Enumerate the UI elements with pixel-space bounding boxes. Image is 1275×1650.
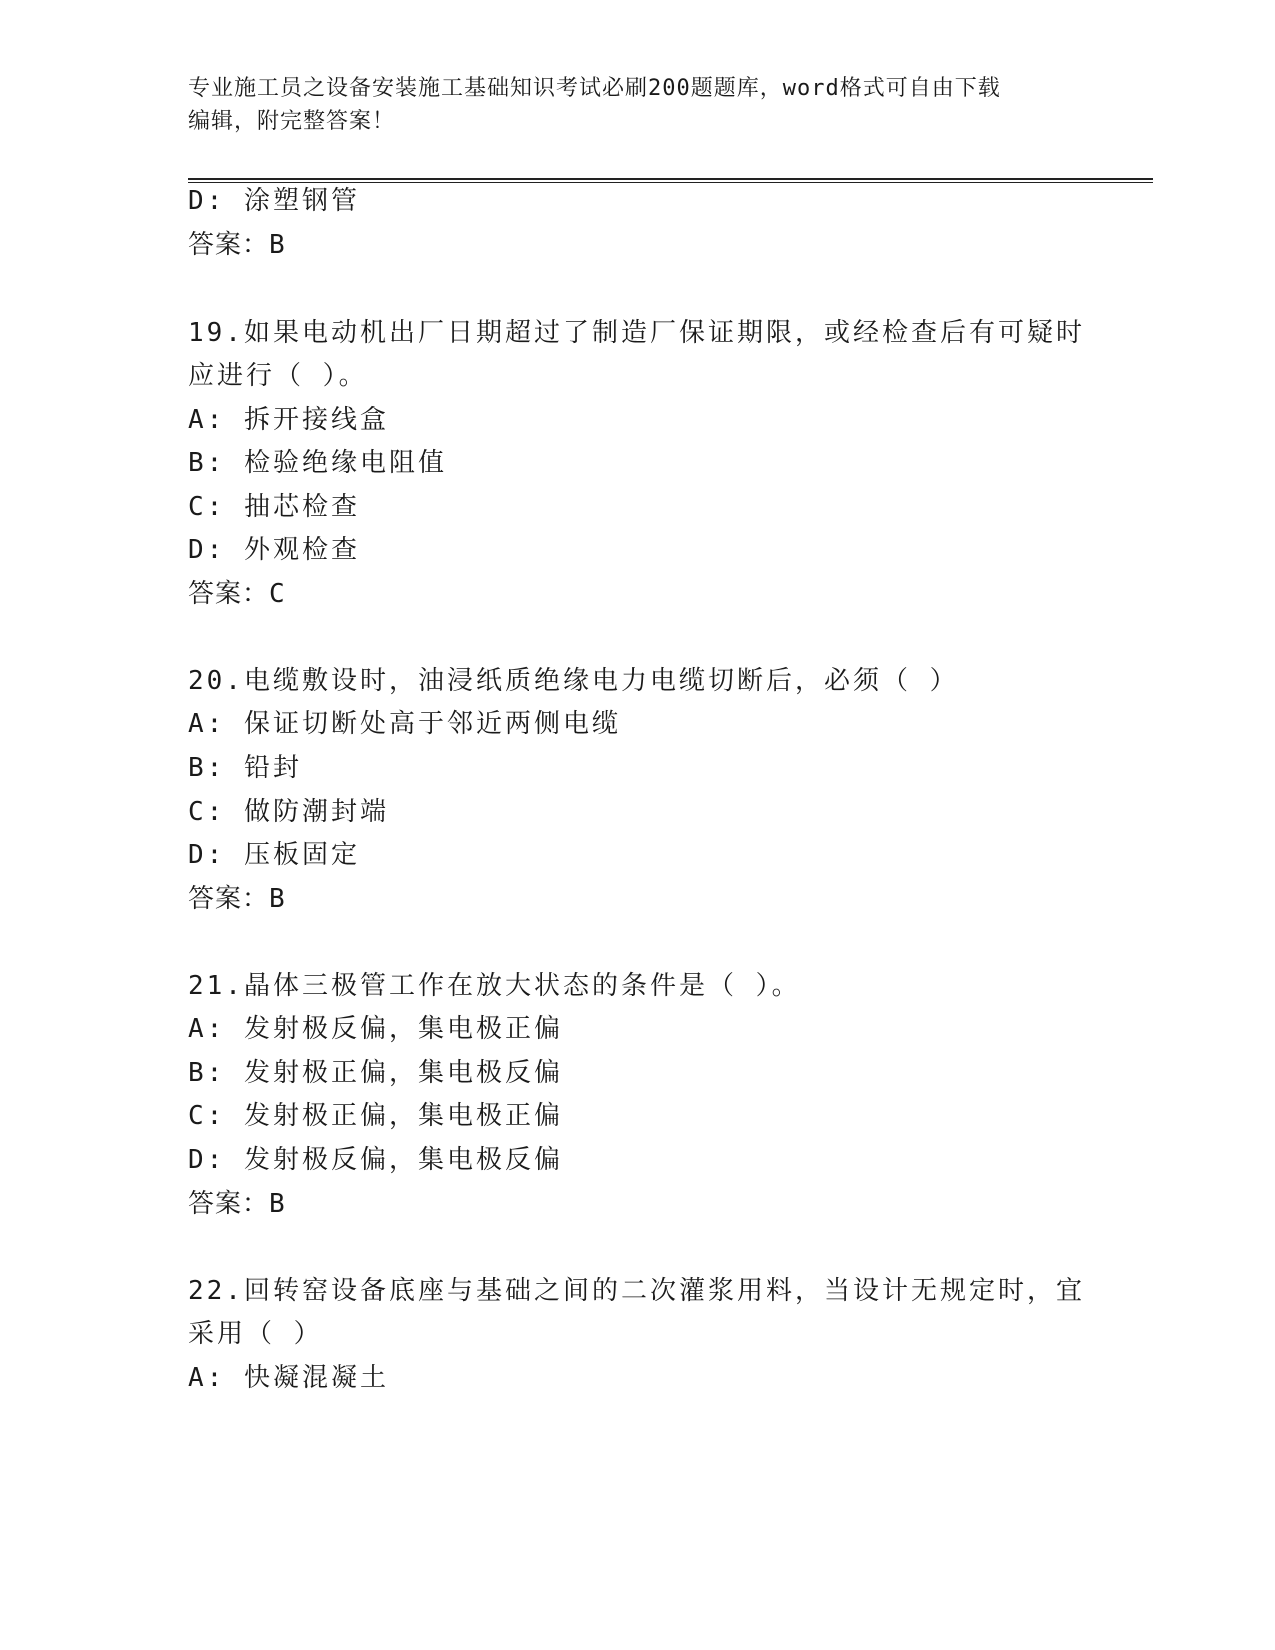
prev-question-option-d: D: 涂塑钢管 <box>188 186 360 216</box>
question-19-option-c: C: 抽芯检查 <box>188 492 360 522</box>
question-20-option-d: D: 压板固定 <box>188 840 360 870</box>
question-21-stem-line1: 21.晶体三极管工作在放大状态的条件是（ ）。 <box>188 971 801 1001</box>
question-20-answer <box>188 884 286 914</box>
question-22-option-a: A: 快凝混凝土 <box>188 1363 389 1393</box>
question-19-stem-line2: 应进行（ ）。 <box>188 361 368 391</box>
question-21-option-b: B: 发射极正偏，集电极反偏 <box>188 1058 563 1088</box>
answer-value: B <box>269 1189 286 1219</box>
question-19-answer <box>188 579 286 609</box>
answer-value: C <box>269 579 286 609</box>
question-19-stem-line1: 19.如果电动机出厂日期超过了制造厂保证期限，或经检查后有可疑时 <box>188 318 1085 348</box>
question-20-option-a: A: 保证切断处高于邻近两侧电缆 <box>188 709 621 739</box>
answer-value: B <box>269 884 286 914</box>
header-title-line2: 编辑，附完整答案！ <box>188 109 396 134</box>
question-20-stem-line1: 20.电缆敷设时，油浸纸质绝缘电力电缆切断后，必须（ ） <box>188 666 959 696</box>
answer-value: B <box>269 230 286 260</box>
question-20-option-b: B: 铅封 <box>188 753 302 783</box>
question-19-option-d: D: 外观检查 <box>188 535 360 565</box>
prev-question-answer <box>188 230 286 260</box>
header-title-line1: 专业施工员之设备安装施工基础知识考试必刷200题题库，word格式可自由下载 <box>188 76 1001 101</box>
question-22-stem-line1: 22.回转窑设备底座与基础之间的二次灌浆用料，当设计无规定时，宜 <box>188 1276 1085 1306</box>
answer-label: 答案： <box>188 884 270 914</box>
header-rule-thick <box>188 178 1153 180</box>
question-19-option-b: B: 检验绝缘电阻值 <box>188 448 447 478</box>
page-header <box>188 72 1088 138</box>
question-21-option-c: C: 发射极正偏，集电极正偏 <box>188 1101 563 1131</box>
answer-label: 答案： <box>188 1189 270 1219</box>
answer-label: 答案： <box>188 579 270 609</box>
question-22-stem-line2: 采用（ ） <box>188 1319 323 1349</box>
answer-label: 答案： <box>188 230 270 260</box>
question-21-option-d: D: 发射极反偏，集电极反偏 <box>188 1145 563 1175</box>
question-21-option-a: A: 发射极反偏，集电极正偏 <box>188 1014 563 1044</box>
question-20-option-c: C: 做防潮封端 <box>188 797 389 827</box>
question-21-answer <box>188 1189 286 1219</box>
header-rule-thin <box>188 182 1153 183</box>
question-19-option-a: A: 拆开接线盒 <box>188 405 389 435</box>
